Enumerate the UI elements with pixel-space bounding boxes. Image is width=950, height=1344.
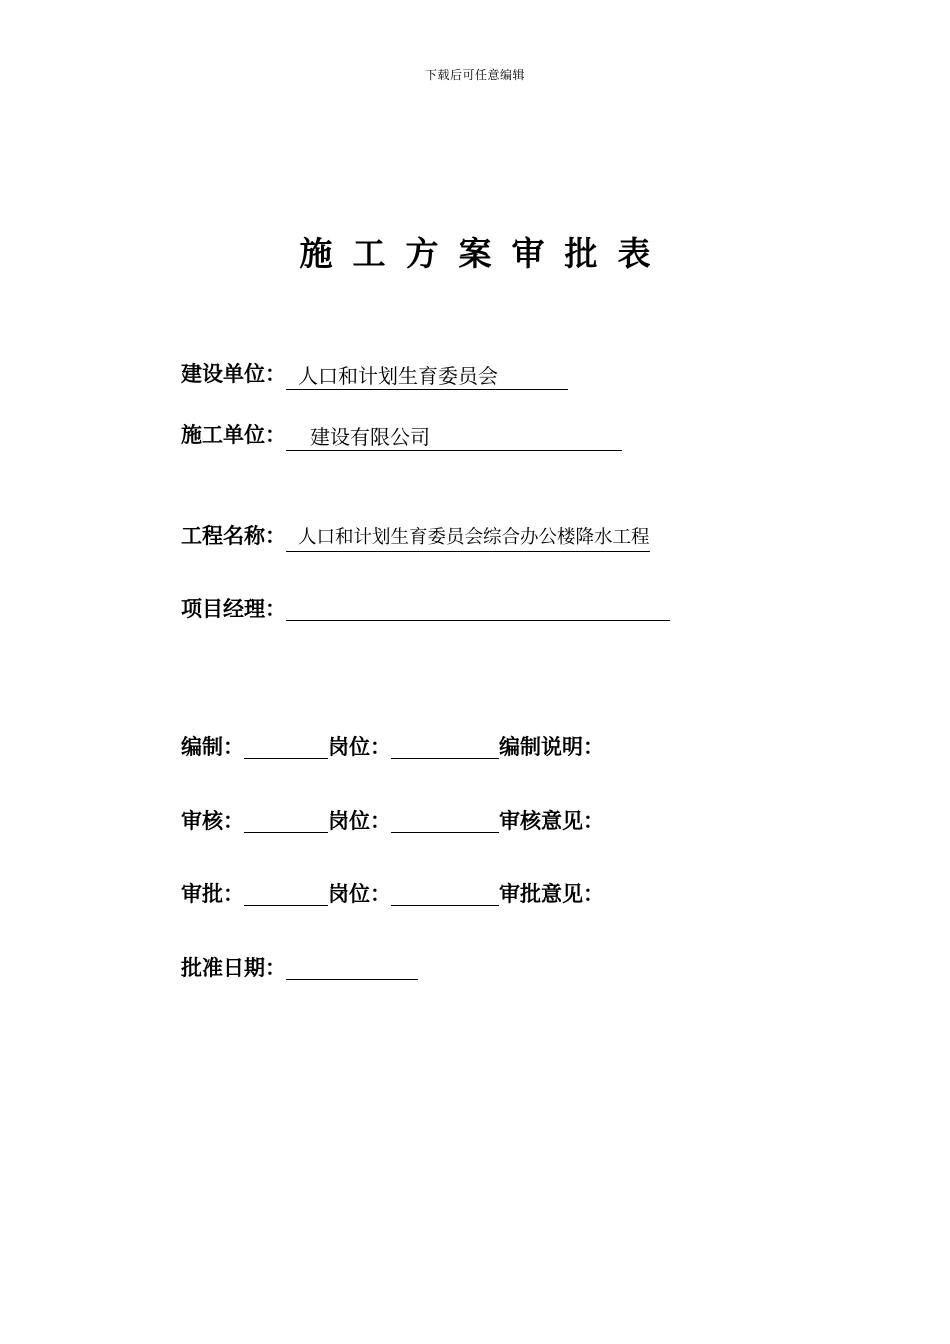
project-manager-field[interactable] <box>286 596 670 621</box>
project-manager-row <box>181 593 670 625</box>
review-row <box>181 805 604 837</box>
header-note: 下载后可任意编辑 <box>424 68 525 82</box>
contractor-row <box>181 419 622 451</box>
approve-row <box>181 878 604 910</box>
page-title: 施工方案审批表 <box>299 234 671 273</box>
approve-post-label: 岗位： <box>328 882 391 906</box>
project-manager-label: 项目经理： <box>181 597 286 621</box>
review-label: 审核： <box>181 809 244 833</box>
contractor-value[interactable]: 建设有限公司 <box>286 424 622 451</box>
review-post-field[interactable] <box>391 808 499 833</box>
construction-owner-label: 建设单位： <box>181 362 286 386</box>
project-name-row <box>181 520 650 552</box>
prepare-post-label: 岗位： <box>328 735 391 759</box>
prepare-field[interactable] <box>244 734 328 759</box>
review-note-label: 审核意见： <box>499 809 604 833</box>
prepare-note-label: 编制说明： <box>499 735 604 759</box>
project-name-value[interactable]: 人口和计划生育委员会综合办公楼降水工程 <box>286 525 650 552</box>
review-field[interactable] <box>244 808 328 833</box>
construction-owner-value[interactable]: 人口和计划生育委员会 <box>286 363 568 390</box>
approve-post-field[interactable] <box>391 881 499 906</box>
prepare-label: 编制： <box>181 735 244 759</box>
prepare-row <box>181 731 604 763</box>
contractor-label: 施工单位： <box>181 423 286 447</box>
approve-field[interactable] <box>244 881 328 906</box>
review-post-label: 岗位： <box>328 809 391 833</box>
construction-owner-row <box>181 358 568 390</box>
approval-date-label: 批准日期： <box>181 956 286 980</box>
approval-date-field[interactable] <box>286 955 418 980</box>
approval-date-row <box>181 952 418 984</box>
approve-note-label: 审批意见： <box>499 882 604 906</box>
approve-label: 审批： <box>181 882 244 906</box>
prepare-post-field[interactable] <box>391 734 499 759</box>
project-name-label: 工程名称： <box>181 524 286 548</box>
